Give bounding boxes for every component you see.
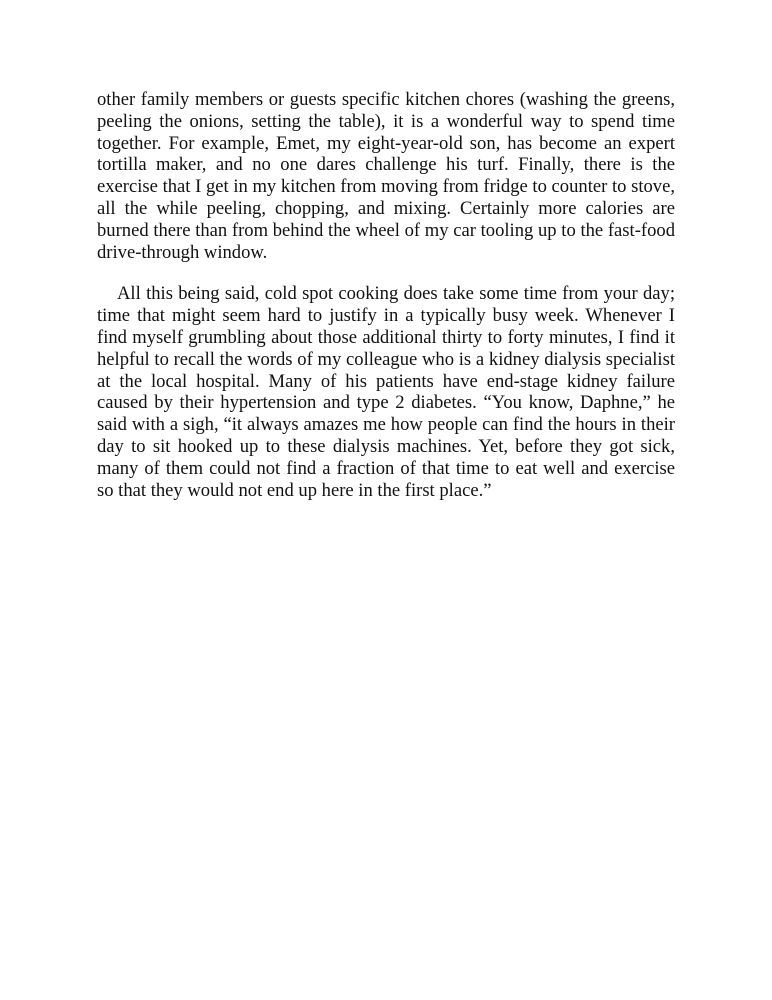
paragraph-2: All this being said, cold spot cooking does take some time from your day; time that might seem hard to justify in a typically busy week. Whenever I find myself grumbling about those additional thirty to forty minutes, I find it helpful to recall the words of my colleague who is a kidney dialysis specialist at the local hospital. Many of his patients have end-stage kidney failure caused by their hypertension and type 2 diabetes. “You know, Daphne,” he said with a sigh, “it always amazes me how people can find the hours in their day to sit hooked up to these dialysis machines. Yet, before they got sick, many of them could not find a fraction of that time to eat well and exercise so that they would not end up here in the first place.”: [97, 283, 675, 501]
body-text: [97, 89, 675, 501]
paragraph-1: other family members or guests specific kitchen chores (washing the greens, peeling the onions, setting the table), it is a wonderful way to spend time together. For example, Emet, my eight-year-old son, has become an expert tortilla maker, and no one dares challenge his turf. Finally, there is the exercise that I get in my kitchen from moving from fridge to counter to stove, all the while peeling, chopping, and mixing. Certainly more calories are burned there than from behind the wheel of my car tooling up to the fast-food drive-through window.: [97, 89, 675, 263]
